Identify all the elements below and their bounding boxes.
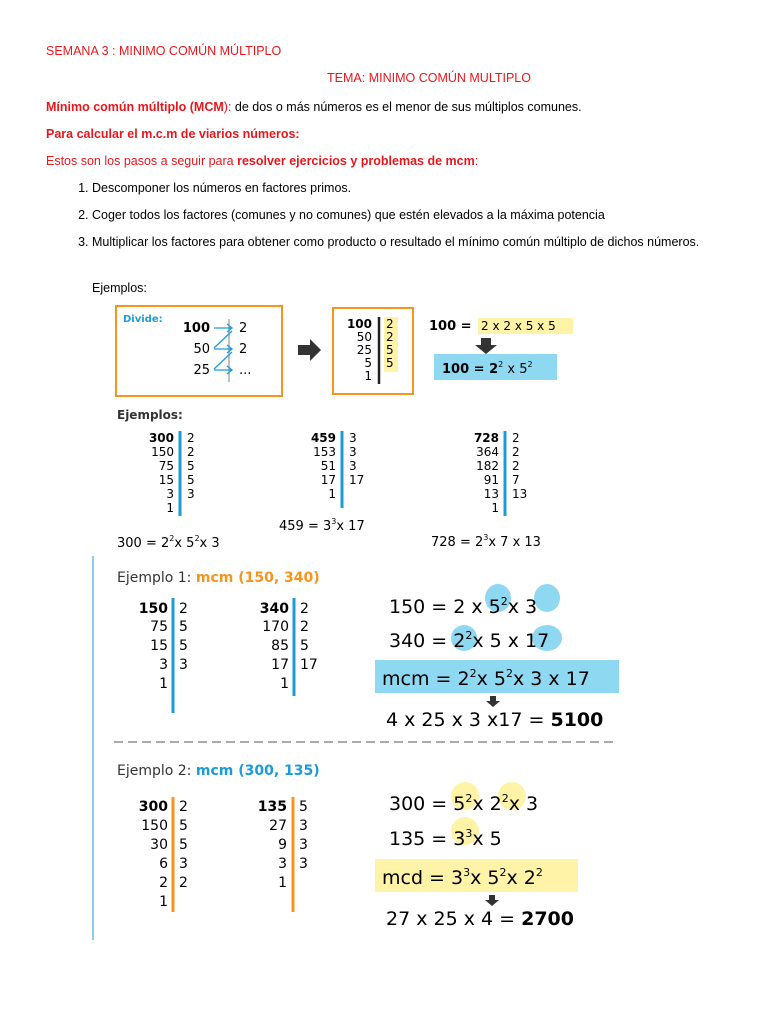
ej2-eq3 xyxy=(382,866,543,889)
definition-close: ): xyxy=(223,100,232,114)
fig2-number: 1 xyxy=(328,487,336,501)
ej1-number: 150 xyxy=(138,601,168,617)
ej2-number: 300 xyxy=(138,799,168,815)
fig2-number: 459 xyxy=(310,431,336,445)
ej1-divisor: 5 xyxy=(300,638,309,654)
ej1-divisor: 5 xyxy=(179,619,188,635)
fig2-number: 300 xyxy=(148,431,174,445)
ej2-divisor: 3 xyxy=(299,818,308,834)
definition-abbr: MCM xyxy=(193,100,224,114)
exp: 3 xyxy=(331,517,337,526)
divide-label: Divide: xyxy=(123,314,163,325)
eq-text: x 5 xyxy=(470,867,500,889)
fig2-divisor: 3 xyxy=(187,487,195,501)
exp: 2 xyxy=(500,595,508,608)
fig2-result-300 xyxy=(117,534,220,551)
ej1-divisor: 3 xyxy=(179,657,188,673)
step-item: 1. Descomponer los números en factores primos. xyxy=(92,180,766,196)
eq-text: 459 = 3 xyxy=(279,519,332,534)
divide-divisor: ... xyxy=(239,363,252,378)
ej2-number: 1 xyxy=(278,875,287,891)
figure-divide xyxy=(114,304,594,400)
exp: 2 xyxy=(469,667,477,680)
fig2-table-2 xyxy=(474,431,527,516)
ej1-divisor: 5 xyxy=(179,638,188,654)
table-number: 1 xyxy=(364,369,372,383)
ejemplo1-label: Ejemplo 1: xyxy=(117,570,196,586)
fig2-divisor: 5 xyxy=(187,459,195,473)
fig2-number: 3 xyxy=(166,487,174,501)
exp: 3 xyxy=(463,866,471,879)
eq-text: 27 x 25 x 4 = xyxy=(386,908,522,930)
exp: 2 xyxy=(169,534,175,543)
ej1-number: 1 xyxy=(280,676,289,692)
fig2-divisor: 2 xyxy=(512,431,520,445)
fig2-number: 15 xyxy=(158,473,174,487)
down-arrow-icon xyxy=(475,338,497,354)
figure2-title: Ejemplos: xyxy=(117,408,183,422)
ej2-divisor: 3 xyxy=(179,856,188,872)
table-number: 25 xyxy=(356,343,372,357)
eq-text: x 17 xyxy=(336,519,365,534)
eq-text: 300 = 2 xyxy=(117,536,170,551)
right-arrow-icon xyxy=(298,339,321,361)
fig2-divisor: 5 xyxy=(187,473,195,487)
highlight-blob xyxy=(534,584,560,612)
fig2-divisor: 3 xyxy=(349,431,357,445)
fig2-number: 17 xyxy=(320,473,336,487)
ej2-divisor: 3 xyxy=(299,837,308,853)
fig2-number: 51 xyxy=(320,459,336,473)
fig2-result-459 xyxy=(279,517,365,534)
result-eq2-mid: x 5 xyxy=(503,362,528,377)
ej1-number: 15 xyxy=(150,638,168,654)
fig2-result-728 xyxy=(431,533,541,550)
fig2-number: 150 xyxy=(151,445,174,459)
ej2-table-1 xyxy=(139,797,188,912)
ej2-number: 135 xyxy=(257,799,287,815)
eq-text: 300 = 5 xyxy=(389,793,466,815)
definition-text: de dos o más números es el menor de sus múltiplos comunes. xyxy=(231,100,582,114)
ej2-number: 2 xyxy=(159,875,168,891)
fig2-number: 364 xyxy=(476,445,499,459)
exp: 2 xyxy=(498,360,504,369)
table-divisor: 2 xyxy=(386,317,394,331)
step-item: 3. Multiplicar los factores para obtener como producto o resultado el mínimo común múltiplo de dichos números. xyxy=(92,234,766,250)
fig2-divisor: 3 xyxy=(349,459,357,473)
eq-text: x 5 x 17 xyxy=(472,630,550,652)
ej1-number: 170 xyxy=(262,619,289,635)
eq-text: 728 = 2 xyxy=(431,535,484,550)
ej2-table-2 xyxy=(258,797,308,912)
eq-text: x 5 xyxy=(476,668,506,690)
eq-text: x 5 xyxy=(174,536,195,551)
fig2-divisor: 2 xyxy=(187,445,195,459)
ej2-number: 27 xyxy=(269,818,287,834)
ej1-number: 340 xyxy=(259,601,289,617)
table-box xyxy=(333,308,413,394)
ejemplo2-title xyxy=(117,763,320,779)
down-arrow-icon xyxy=(486,696,500,707)
ej1-table-1 xyxy=(139,598,188,713)
exp: 2 xyxy=(535,866,543,879)
divide-number: 50 xyxy=(193,342,210,357)
table-divisor: 5 xyxy=(386,356,394,370)
steps-intro xyxy=(46,153,720,169)
eq-result: 5100 xyxy=(550,709,604,731)
result-eq1-box: 2 x 2 x 5 x 5 xyxy=(481,319,556,333)
exp: 2 xyxy=(505,667,513,680)
arrow-icon xyxy=(214,324,232,332)
down-arrow-icon xyxy=(485,895,499,906)
tema-title: TEMA: MINIMO COMÚN MULTIPLO xyxy=(327,71,531,85)
exp: 2 xyxy=(194,534,200,543)
fig2-number: 91 xyxy=(483,473,499,487)
eq-text: x 3 xyxy=(199,536,220,551)
ej1-divisor: 2 xyxy=(179,601,188,617)
calc-heading: Para calcular el m.c.m de viarios números: xyxy=(46,127,300,141)
ej2-number: 9 xyxy=(278,837,287,853)
divide-number: 100 xyxy=(182,321,210,336)
ej2-eq4 xyxy=(386,908,574,930)
fig2-number: 1 xyxy=(166,501,174,515)
fig2-divisor: 3 xyxy=(349,445,357,459)
eq-text: x 2 xyxy=(472,793,502,815)
ej2-number: 150 xyxy=(141,818,168,834)
eq-text: x 3 x 17 xyxy=(512,668,590,690)
ej1-number: 17 xyxy=(271,657,289,673)
fig2-number: 182 xyxy=(476,459,499,473)
exp: 2 xyxy=(501,792,509,805)
fig2-divisor: 7 xyxy=(512,473,520,487)
ejemplo1-title xyxy=(117,570,320,586)
ejemplo2-label-colored: mcm (300, 135) xyxy=(195,763,320,779)
exp: 2 xyxy=(527,360,533,369)
fig2-number: 153 xyxy=(313,445,336,459)
exp: 3 xyxy=(465,827,473,840)
table-number: 100 xyxy=(346,317,372,331)
eq-text: 340 = 2 xyxy=(389,630,466,652)
eq-text: 4 x 25 x 3 x17 = xyxy=(386,709,551,731)
ej2-number: 6 xyxy=(159,856,168,872)
fig2-table-0 xyxy=(149,431,195,516)
fig2-number: 75 xyxy=(158,459,174,473)
figure-ejemplos-mcm xyxy=(92,556,632,940)
ej1-table-2 xyxy=(260,598,318,696)
divide-number: 25 xyxy=(193,363,210,378)
eq-text: x 3 xyxy=(507,596,538,618)
ej1-number: 1 xyxy=(159,676,168,692)
steps-intro-suffix: : xyxy=(474,154,479,168)
eq-text: x 5 xyxy=(472,828,502,850)
eq-text: 135 = 3 xyxy=(389,828,466,850)
exp: 2 xyxy=(499,866,507,879)
table-divisor: 5 xyxy=(386,343,394,357)
eq-text: x 3 xyxy=(508,793,539,815)
ej2-number: 1 xyxy=(159,894,168,910)
ej2-eq1 xyxy=(389,792,538,815)
steps-intro-prefix: Estos son los pasos a seguir para xyxy=(46,154,238,168)
fig2-divisor: 2 xyxy=(187,431,195,445)
result-eq1: 100 = xyxy=(429,319,472,334)
ej1-divisor: 17 xyxy=(300,657,318,673)
eq-text: mcd = 3 xyxy=(382,867,464,889)
ej1-eq3 xyxy=(382,667,590,690)
ejemplo1-label-colored: mcm (150, 340) xyxy=(195,570,320,586)
definition-paragraph xyxy=(46,99,720,115)
fig2-divisor: 17 xyxy=(349,473,365,487)
ej1-divisor: 2 xyxy=(300,601,309,617)
ej1-number: 75 xyxy=(150,619,168,635)
table-number: 5 xyxy=(364,356,372,370)
ej2-divisor: 2 xyxy=(179,799,188,815)
divide-divisor: 2 xyxy=(239,321,248,336)
ej2-divisor: 5 xyxy=(299,799,308,815)
eq-text: x 7 x 13 xyxy=(488,535,541,550)
steps-intro-bold: resolver ejercicios y problemas de mcm xyxy=(237,154,475,168)
ej1-divisor: 2 xyxy=(300,619,309,635)
step-item: 2. Coger todos los factores (comunes y no comunes) que estén elevados a la máxima potencia xyxy=(92,207,766,223)
result-eq2-text: 100 = 2 xyxy=(442,362,499,377)
ej2-eq2 xyxy=(389,827,502,850)
eq-text: x 2 xyxy=(506,867,536,889)
exp: 3 xyxy=(483,533,489,542)
fig2-divisor: 2 xyxy=(512,459,520,473)
ej2-divisor: 5 xyxy=(179,818,188,834)
steps-list xyxy=(46,180,766,261)
ej2-divisor: 2 xyxy=(179,875,188,891)
ej2-number: 30 xyxy=(150,837,168,853)
divide-divisor: 2 xyxy=(239,342,248,357)
fig2-divisor: 2 xyxy=(512,445,520,459)
ej2-number: 3 xyxy=(278,856,287,872)
semana-title: SEMANA 3 : MINIMO COMÚN MÚLTIPLO xyxy=(46,44,282,58)
eq-result: 2700 xyxy=(521,908,574,930)
exp: 2 xyxy=(465,792,473,805)
ej2-divisor: 3 xyxy=(299,856,308,872)
exp: 2 xyxy=(465,629,473,642)
fig2-table-1 xyxy=(311,431,364,508)
ej1-number: 85 xyxy=(271,638,289,654)
fig2-number: 728 xyxy=(473,431,499,445)
ej1-eq1 xyxy=(389,595,537,618)
table-divisor: 2 xyxy=(386,330,394,344)
fig2-divisor: 13 xyxy=(512,487,528,501)
result-eq2 xyxy=(442,360,533,377)
eq-text: mcm = 2 xyxy=(382,668,470,690)
ejemplo2-label: Ejemplo 2: xyxy=(117,763,196,779)
ej1-number: 3 xyxy=(159,657,168,673)
figure-examples xyxy=(114,404,604,554)
examples-label: Ejemplos: xyxy=(92,281,147,295)
ej2-divisor: 5 xyxy=(179,837,188,853)
fig2-number: 1 xyxy=(491,501,499,515)
table-number: 50 xyxy=(356,330,372,344)
definition-term: Mínimo común múltiplo ( xyxy=(46,100,194,114)
eq-text: 150 = 2 x 5 xyxy=(389,596,501,618)
ej1-eq4 xyxy=(386,709,603,731)
fig2-number: 13 xyxy=(483,487,499,501)
